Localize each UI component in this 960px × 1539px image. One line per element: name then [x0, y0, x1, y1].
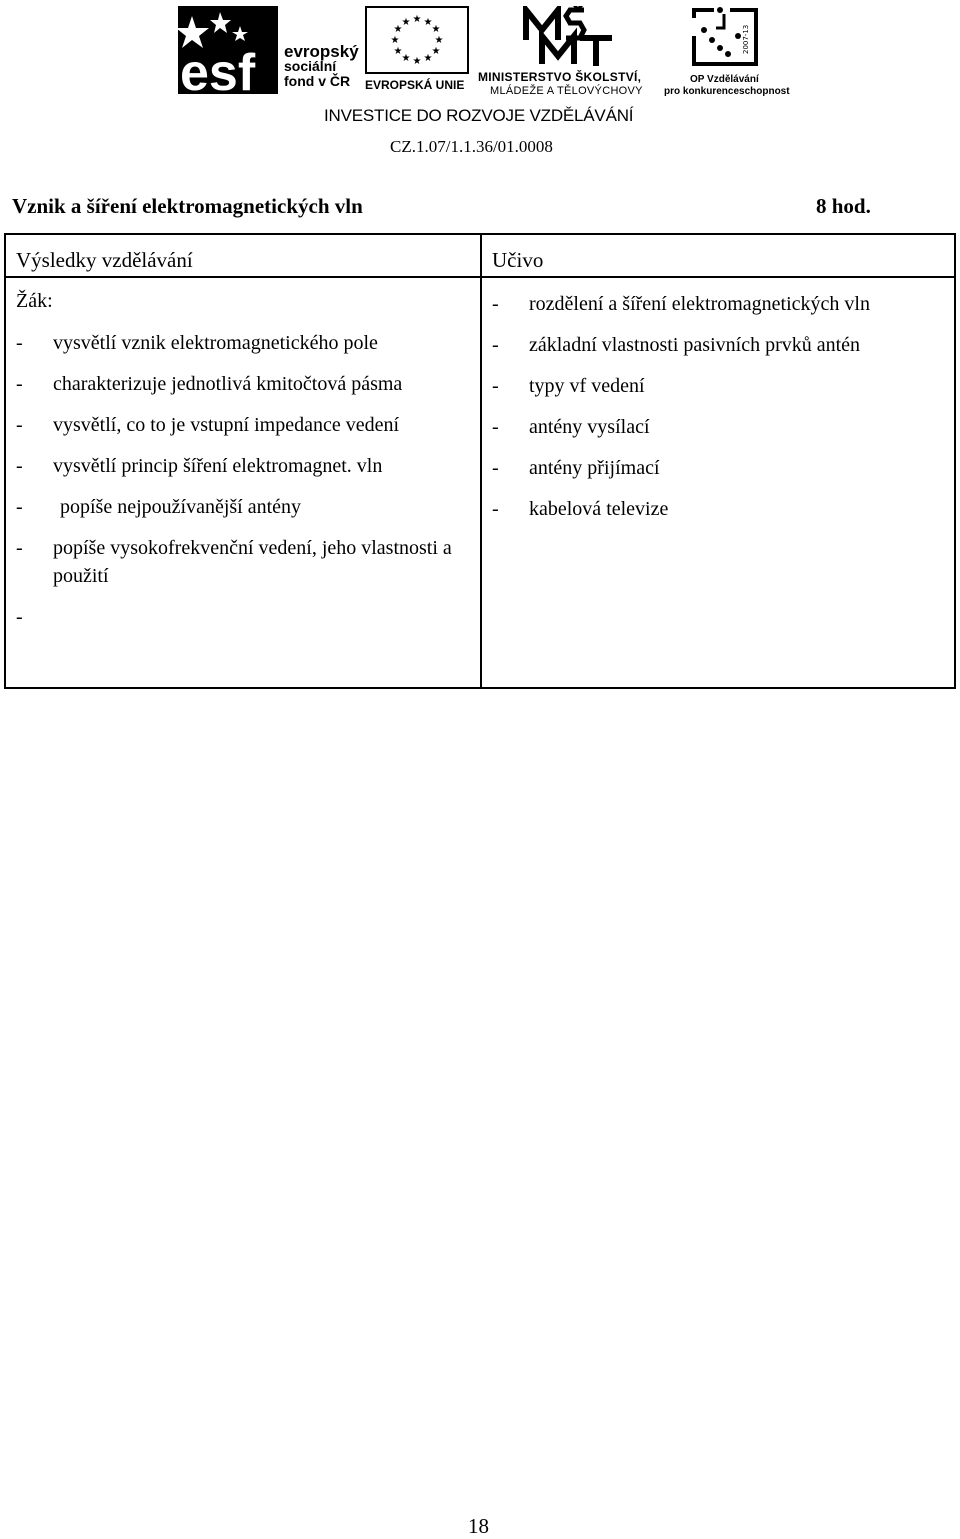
esf-line3: fond v ČR	[284, 73, 351, 89]
msmt-logo	[478, 6, 660, 97]
op-mark-icon	[686, 6, 762, 72]
svg-text:★: ★	[423, 53, 433, 64]
msmt-mark-icon	[522, 6, 614, 68]
curriculum-content-column	[492, 290, 952, 536]
list-item: - antény vysílací	[492, 416, 650, 438]
svg-text:★: ★	[401, 17, 411, 28]
right-column-header: Učivo	[492, 248, 544, 272]
svg-text:★: ★	[412, 14, 422, 25]
project-code: CZ.1.07/1.1.36/01.0008	[390, 137, 553, 156]
esf-line1: evropský	[284, 42, 359, 61]
curriculum-table	[4, 233, 956, 689]
eu-flag-icon	[365, 6, 469, 74]
eu-label: EVROPSKÁ UNIE	[365, 78, 465, 92]
left-column-header: Výsledky vzdělávání	[16, 248, 193, 272]
list-item: - popíše nejpoužívanější antény	[16, 496, 302, 518]
eu-logo	[365, 6, 471, 94]
esf-mark-icon	[178, 6, 278, 94]
svg-text:★: ★	[423, 17, 433, 28]
list-item: - typy vf vedení	[492, 375, 645, 397]
eu-stars-icon	[367, 8, 467, 72]
page-number: 18	[468, 1514, 489, 1538]
hours-label: 8 hod.	[816, 194, 871, 218]
header-logos	[0, 0, 960, 160]
svg-text:★: ★	[431, 46, 441, 57]
svg-text:★: ★	[434, 35, 444, 46]
op-logo	[664, 6, 790, 97]
header-divider	[6, 276, 954, 278]
svg-text:★: ★	[393, 46, 403, 57]
list-item: - charakterizuje jednotlivá kmitočtová pásma	[16, 373, 403, 395]
op-line1: OP Vzdělávání	[690, 74, 759, 85]
list-item: - rozdělení a šíření elektromagnetických vln	[492, 293, 870, 315]
slogan: INVESTICE DO ROZVOJE VZDĚLÁVÁNÍ	[324, 106, 634, 125]
list-item: -	[16, 606, 23, 628]
svg-text:esf: esf	[180, 44, 256, 94]
esf-line2: sociální	[284, 58, 337, 74]
svg-text:★: ★	[431, 24, 441, 35]
svg-text:★: ★	[401, 53, 411, 64]
svg-text:★: ★	[393, 24, 403, 35]
op-year-range: 2007-13	[742, 24, 750, 54]
list-item: - kabelová televize	[492, 498, 669, 520]
learning-outcomes-column	[16, 287, 471, 644]
esf-text	[284, 44, 359, 89]
op-line2: pro konkurenceschopnost	[664, 86, 790, 97]
msmt-line2: MLÁDEŽE A TĚLOVÝCHOVY	[490, 85, 643, 97]
learner-label: Žák:	[16, 290, 53, 312]
column-divider	[480, 235, 482, 687]
list-item: - vysvětlí, co to je vstupní impedance vedení	[16, 414, 400, 436]
list-item: - popíše vysokofrekvenční vedení, jeho vlastnosti a použití	[16, 537, 452, 587]
list-item: - antény přijímací	[492, 457, 660, 479]
svg-text:★: ★	[390, 35, 400, 46]
svg-text:★: ★	[412, 56, 422, 67]
list-item: - základní vlastnosti pasivních prvků antén	[492, 334, 861, 356]
esf-logo	[178, 6, 360, 94]
list-item: - vysvětlí vznik elektromagnetického pole	[16, 332, 378, 354]
msmt-line1: MINISTERSTVO ŠKOLSTVÍ,	[478, 70, 642, 84]
section-title: Vznik a šíření elektromagnetických vln	[12, 194, 363, 218]
list-item: - vysvětlí princip šíření elektromagnet. vln	[16, 455, 383, 477]
